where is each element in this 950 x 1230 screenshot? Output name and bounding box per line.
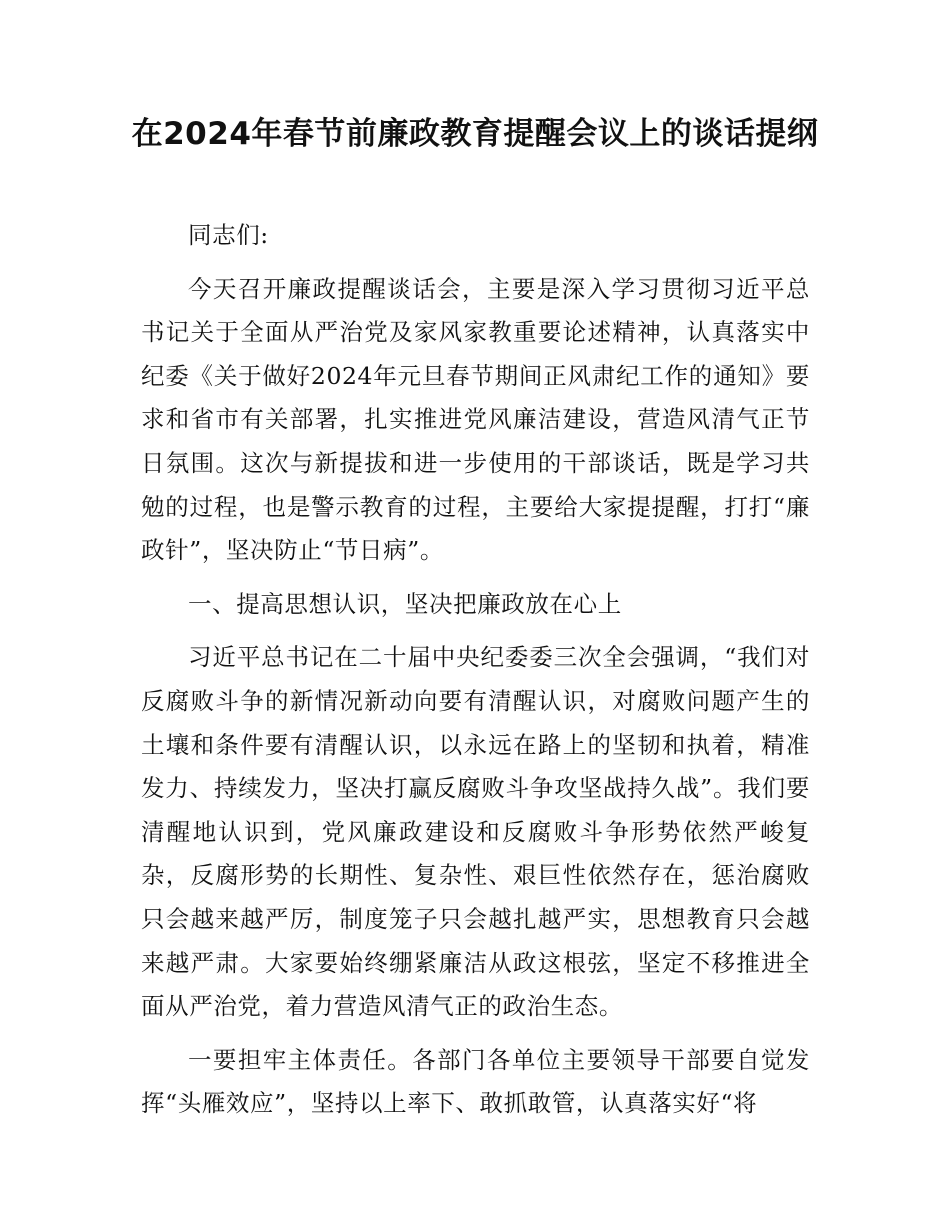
intro-paragraph: 今天召开廉政提醒谈话会，主要是深入学习贯彻习近平总书记关于全面从严治党及家风家教重要论述精神，认真落实中纪委《关于做好2024年元旦春节期间正风肃纪工作的通知》要求和省市有关部署，扎实推进党风廉洁建设，营造风清气正节日氛围。这次与新提拔和进一步使用的干部谈话，既是学习共勉的过程，也是警示教育的过程，主要给大家提提醒，打打“廉政针”，坚决防止“节日病”。 (141, 274, 810, 565)
salutation: 同志们: (188, 221, 269, 249)
document-body (141, 214, 810, 1136)
body-paragraph-last: 一要担牢主体责任。各部门各单位主要领导干部要自觉发挥“头雁效应”，坚持以上率下、敢抓敢管，认真落实好“将 (141, 1045, 810, 1118)
document-title: 在2024年春节前廉政教育提醒会议上的谈话提纲 (131, 116, 819, 152)
body-paragraph: 习近平总书记在二十届中央纪委委三次全会强调，“我们对反腐败斗争的新情况新动向要有清醒认识，对腐败问题产生的土壤和条件要有清醒认识，以永远在路上的坚韧和执着，精准发力、持续发力，坚决打赢反腐败斗争攻坚战持久战”。我们要清醒地认识到，党风廉政建设和反腐败斗争形势依然严峻复杂，反腐形势的长期性、复杂性、艰巨性依然存在，惩治腐败只会越来越严厉，制度笼子只会越扎越严实，思想教育只会越来越严肃。大家要始终绷紧廉洁从政这根弦，坚定不移推进全面从严治党，着力营造风清气正的政治生态。 (141, 643, 810, 1021)
section-heading: 一、提高思想认识，坚决把廉政放在心上 (188, 589, 622, 618)
